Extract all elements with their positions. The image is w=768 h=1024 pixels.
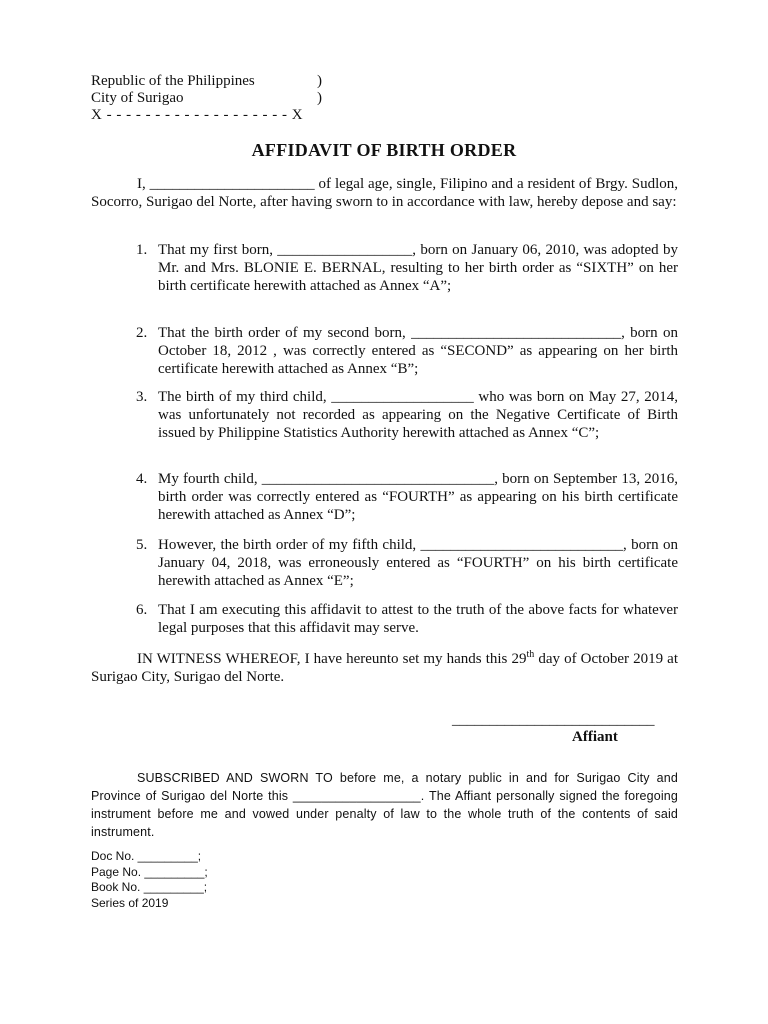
series-year: Series of 2019 [91, 895, 169, 910]
doc-number: Doc No. _________; [91, 849, 202, 863]
venue-city: City of Surigao [91, 90, 184, 106]
list-item-text: That the birth order of my second born, ____________________________, born on October 18, 2012 , was correctly entered as “SECOND” as appearing on her birth certificate herewith attached as Annex “B”; [158, 325, 678, 377]
venue-separator: X - - - - - - - - - - - - - - - - - - - X [91, 107, 304, 123]
venue-line-republic [91, 73, 327, 90]
list-number: 2. [136, 325, 148, 341]
list-number: 4. [136, 471, 148, 487]
page-number: Page No. _________; [91, 864, 208, 879]
book-number: Book No. _________; [91, 880, 208, 894]
list-number: 5. [136, 537, 148, 553]
venue-paren: ) [317, 73, 322, 89]
list-item-text: However, the birth order of my fifth child, ___________________________, born on January 04, 2018, was erroneously entered as “FOURTH” on his birth certificate herewith attached as Annex “E”; [158, 537, 678, 589]
list-number: 1. [136, 242, 148, 258]
list-item-4 [136, 470, 678, 524]
list-item-text: My fourth child, _______________________________, born on September 13, 2016, birth order was correctly entered as “FOURTH” as appearing on his birth certificate herewith attached as Annex “D”; [158, 471, 678, 523]
venue-paren: ) [317, 90, 322, 106]
intro-paragraph: I, ______________________ of legal age, single, Filipino and a resident of Brgy. Sudlon, Socorro, Surigao del Norte, after having sworn to in accordance with law, hereby depose and say: [91, 176, 678, 210]
list-number: 3. [136, 389, 148, 405]
jurat-paragraph: SUBSCRIBED AND SWORN TO before me, a notary public in and for Surigao City and Province of Surigao del Norte this __________________. The Affiant personally signed the foregoing instrument before me and vowed under penalty of law to the whole truth of the contents of said instrument. [91, 771, 678, 839]
venue-republic: Republic of the Philippines [91, 73, 255, 89]
list-item-text: That I am executing this affidavit to attest to the truth of the above facts for whatever legal purposes that this affidavit may serve. [158, 602, 678, 636]
venue-caption [91, 73, 327, 124]
list-item-6 [136, 601, 678, 637]
notarial-register [91, 849, 208, 911]
list-number: 6. [136, 602, 148, 618]
list-item-text: The birth of my third child, ___________________ who was born on May 27, 2014, was unfortunately not recorded as appearing on the Negative Certificate of Birth issued by Philippine Statistics Authority herewith attached as Annex “C”; [158, 389, 678, 441]
witness-text-after: day of October 2019 at Surigao City, Surigao del Norte. [91, 651, 678, 685]
list-item-3 [136, 388, 678, 442]
list-item-1 [136, 241, 678, 295]
list-item-2 [136, 324, 678, 378]
document-title: AFFIDAVIT OF BIRTH ORDER [251, 140, 517, 160]
venue-line-city [91, 90, 327, 107]
witness-ordinal-suffix: th [526, 649, 535, 660]
signature-line: ___________________________ [452, 712, 655, 728]
affiant-label: Affiant [572, 729, 618, 745]
list-item-text: That my first born, __________________, born on January 06, 2010, was adopted by Mr. and Mrs. BLONIE E. BERNAL, resulting to her birth order as “SIXTH” on her birth certificate herewith attached as Annex “A”; [158, 242, 678, 294]
list-item-5 [136, 536, 678, 590]
witness-paragraph [91, 650, 678, 686]
witness-text-before: IN WITNESS WHEREOF, I have hereunto set my hands this 29 [137, 651, 527, 667]
